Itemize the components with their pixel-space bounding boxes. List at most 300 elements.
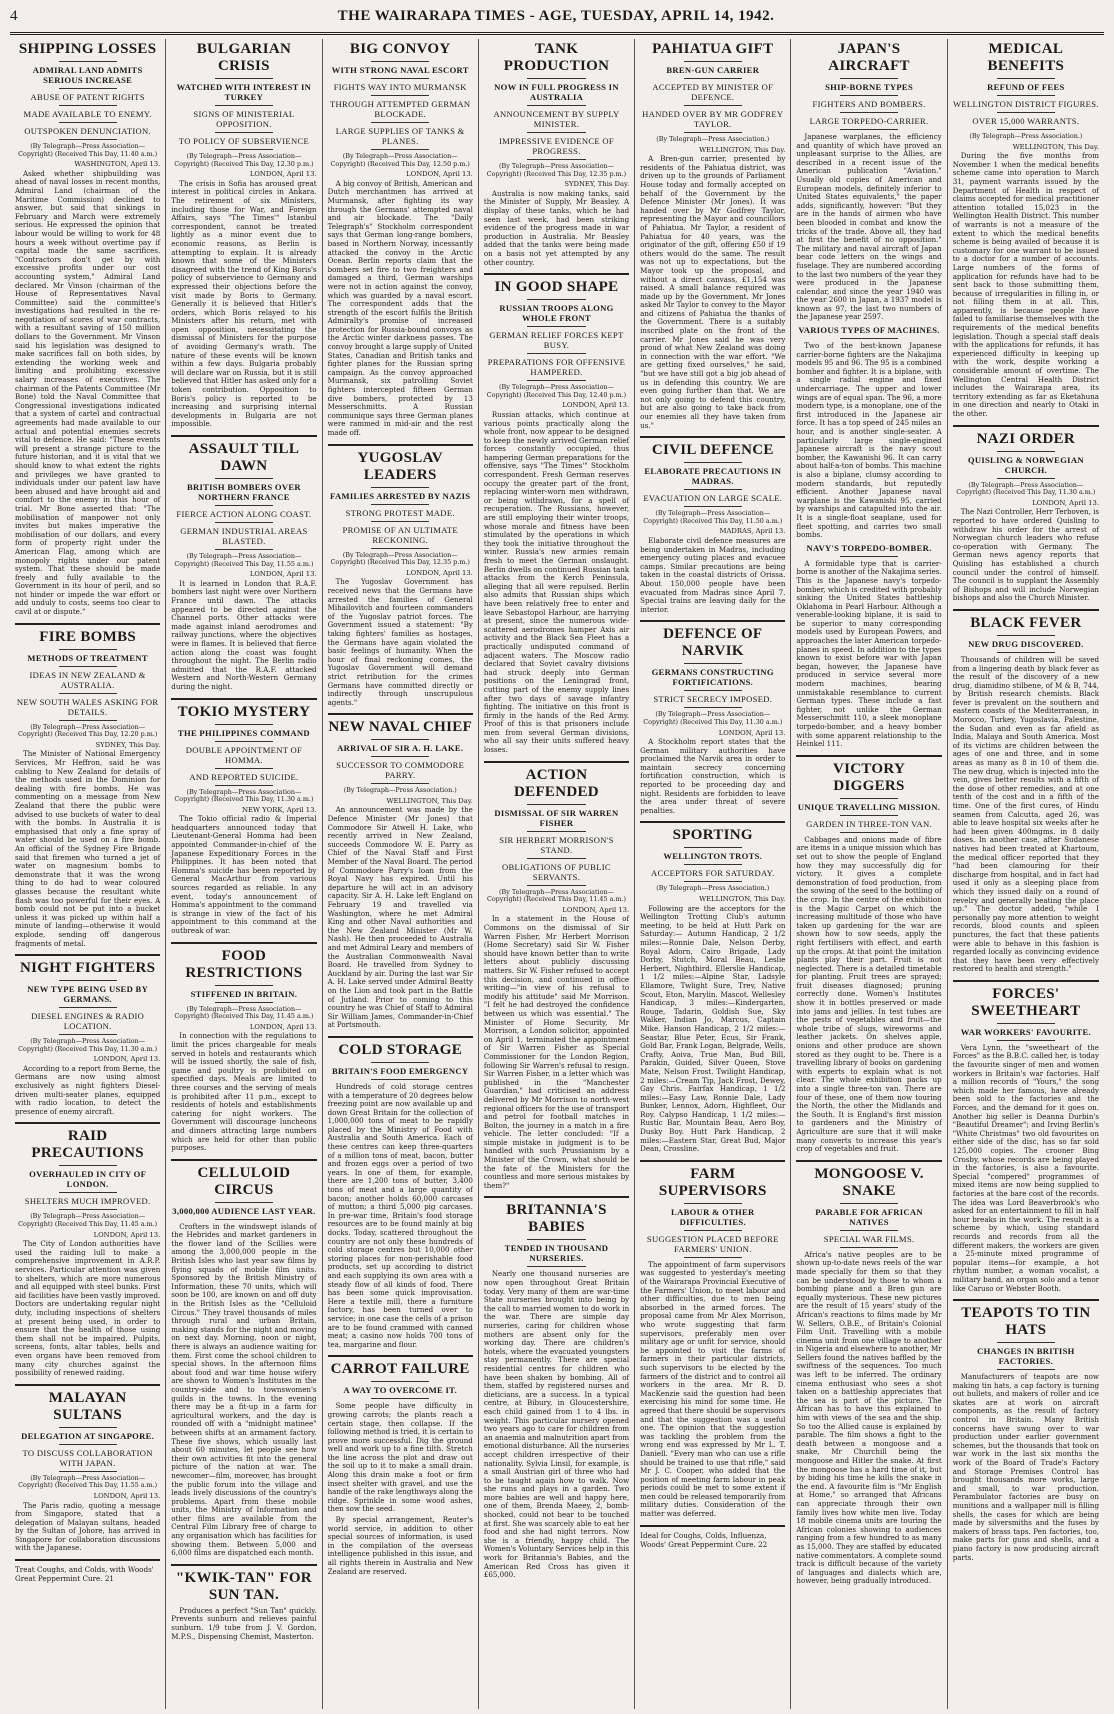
article <box>953 609 1099 974</box>
article-body: A formidable type that is carrier-borne is another of the Nakajima series. This is the Japanese navy's torpedo-bomber, which is credited with probably sinking the United States battleship Oklahoma in Pearl Harbour. Although a venerable-looking biplane, it is said to be superior to many corresponding models used by European Powers, and approaches the later American torpedo-planes in speed. In addition to the types known to exist before war with Japan began, however, the Japanese have produced in service several more modern machines, bearing unmistakable resemblance to current German types. These include a fast fighter, not unlike the German Messerschmitt 110, a sleek monoplane torpedo-bomber, and a heavy bomber with some apparent relationship to the Heinkel 111. <box>796 558 942 749</box>
subhead-rule <box>527 831 585 832</box>
subhead-rule <box>840 95 898 96</box>
subheadline: IDEAS IN NEW ZEALAND & AUSTRALIA. <box>29 669 146 690</box>
subhead-rule <box>371 95 429 96</box>
subheadline: WAR WORKERS' FAVOURITE. <box>960 1026 1091 1037</box>
article-body: Elaborate civil defence measures are being undertaken in Madras, including emergency outing places and evacuee camps. Similar precautions are being taken in the coastal districts of Orissa. About 150,000 people have been evacuated from Madras since April 7. Special trains are leaving daily for the interior. <box>640 535 786 614</box>
subhead-rule <box>684 690 742 691</box>
dateline: (By Telegraph—Press Association—Copyright) (Received This Day, 11.40 a.m.) <box>18 142 158 158</box>
subhead-rule <box>371 149 429 150</box>
page-number: 4 <box>10 8 18 24</box>
headline: SPORTING <box>672 827 753 844</box>
article-rule <box>171 1159 316 1161</box>
subhead-rule <box>840 798 898 799</box>
place-date: LONDON, April 13. <box>93 1491 161 1500</box>
dateline: (By Telegraph—Press Association—Copyright) (Received This Day, 11.30 a.m.) <box>174 787 314 804</box>
headline: ASSAULT TILL DAWN <box>188 441 300 474</box>
subheadline: WATCHED WITH INTEREST IN TURKEY <box>176 82 312 102</box>
place-date: NEW YORK, April 13. <box>242 805 317 814</box>
article <box>640 41 785 430</box>
dateline: (By Telegraph—Press Association—Copyright) (Received This Day, 11.55 a.m.) <box>174 552 314 568</box>
subhead-rule <box>684 78 742 79</box>
dateline: (By Telegraph—Press Association—Copyright) (Received This Day, 12.30 p.m.) <box>174 152 314 168</box>
headline: MONGOOSE V. SNAKE <box>814 1165 924 1199</box>
subheadline: UNIQUE TRAVELLING MISSION. <box>797 801 941 812</box>
article-body: Manufacturers of teapots are now making tin hats, a cap factory is turning out bullets, and makers of roller and ice skates are at work on aircraft components, as the result of factory control in Britain. Many British concerns have swung over to war production under earlier government schemes, but the thousands that took on war work in the last six months the work of the Board of Trade's Factory and Storage Premises Control has brought thousands more works, large and small, to war production. Perambulator factories are busy on munitions and a wallpaper mill is filling shells, the cases for which are being made by silversmiths and the fuses by makers of brass taps. Pen factories, too, make parts for guns and shells, and a piano factory is now producing aircraft parts. <box>952 1372 1099 1562</box>
subhead-rule <box>371 783 429 784</box>
subhead-rule <box>684 105 742 106</box>
article-body: It is learned in London that R.A.F. bombers last night were over Northern France until dawn. The attacks appeared to be directed against the Channel ports. Other attacks were made against inland aerodromes and railway junctions, where the objectives were in flames. It is believed that fierce action along the coast was fought throughout the night. The Berlin radio admitted that the R.A.F. attacked Western and North-Western Germany during the night. <box>171 578 317 691</box>
subhead-rule <box>684 847 742 848</box>
headline: FOOD RESTRICTIONS <box>185 947 303 981</box>
article-body: The Tokio official radio & Imperial headquarters announced today that Lieutenant-General Homma had been appointed Commander-in-chief of the Japanese Expeditionary Forces in the Philippines. It has been noted that Homma's suicide has been reported by General MacArthur from various sources regarded as reliable. In any event, today's announcement of Homma's appointment to the command is strange in view of the fact of his appointment to this command at the outbreak of war. <box>171 814 317 935</box>
article-rule <box>953 980 1099 982</box>
subhead-rule <box>684 506 742 507</box>
subheadline: SUCCESSOR TO COMMODORE PARRY. <box>336 760 465 781</box>
subheadline: LARGE SUPPLIES OF TANKS & PLANES. <box>335 126 465 146</box>
subheadline: ACCEPTORS FOR SATURDAY. <box>651 868 775 879</box>
subhead-rule <box>997 1023 1056 1024</box>
article-body: The Minister of National Emergency Services, Mr Heffron, said he was cabling to New Zealand for details of the methods used in the Dominion for dealing with fire bombs. He was commenting on a message from New Zealand that there the public were advised to use buckets of water to deal with the bombs. In Australia it is emphasised that only a fine spray of water should be used on a fire bomb. An official of the Sydney Fire Brigade said that firemen who turned a jet of water on magnesium bombs to demonstrate that it was the wrong thing to do had to wear coloured glasses because the resultant white flash was too powerful for their eyes. A bomb could not be put into a bucket unless it was picked up within half a minute of landing—otherwise it would explode, sending off dangerous fragments of metal. <box>15 749 161 948</box>
subheadline: SHELTERS MUCH IMPROVED. <box>24 1196 151 1207</box>
article <box>796 755 941 1154</box>
subhead-rule <box>59 1444 117 1445</box>
dateline: (By Telegraph—Press Association—Copyright) (Received This Day, 12.20 p.m.) <box>17 722 158 739</box>
subheadline: WITH STRONG NAVAL ESCORT <box>331 65 469 75</box>
subheadline: SUGGESTION PLACED BEFORE FARMERS' UNION. <box>646 1233 779 1254</box>
place-date: WELLINGTON, This Day. <box>386 796 473 805</box>
article <box>328 1355 473 1514</box>
dateline: (By Telegraph—Press Association—Copyright) (Received This Day, 11.55 a.m.) <box>18 1473 158 1490</box>
headline: BLACK FEVER <box>970 614 1082 631</box>
subheadline: PARABLE FOR AFRICAN NATIVES <box>815 1206 923 1227</box>
subhead-rule <box>215 741 273 742</box>
subheadline: WELLINGTON TROTS. <box>663 851 763 862</box>
subhead-rule <box>371 548 429 549</box>
headline: TOKIO MYSTERY <box>177 703 311 720</box>
article-body: The Yugoslav Government has received news that the Germans have arrested the families of General Mihailovitch and fourteen commanders of the Yugoslav patriot forces. The Government issued a statement: "By taking fighters' families as hostages, the Germans have again violated the basic feelings of humanity. When the hour of final reckoning comes, the Yugoslav Government will demand strict retribution for the crimes Germans have committed directly or indirectly through unscrupulous agents." <box>327 577 473 707</box>
subheadline: DELEGATION AT SINGAPORE. <box>21 1430 155 1441</box>
headline: NEW NAVAL CHIEF <box>328 719 473 736</box>
subheadline: EVACUATION ON LARGE SCALE. <box>643 493 783 504</box>
dateline: (By Telegraph—Press Association.) <box>343 786 457 795</box>
ad-rule <box>15 1559 160 1561</box>
subheadline: REFUND OF FEES <box>987 82 1065 92</box>
article-rule <box>640 620 785 622</box>
dateline: (By Telegraph—Press Association.) <box>969 132 1083 140</box>
dateline: (By Telegraph—Press Association—Copyright) (Received This Day, 11.30 a.m.) <box>18 1037 158 1053</box>
subhead-rule <box>371 756 429 757</box>
article <box>15 1384 160 1553</box>
article-rule <box>640 821 785 823</box>
subheadline: DISMISSAL OF SIR WARREN FISHER <box>494 807 619 828</box>
article <box>796 325 941 540</box>
article-body: A Bren-gun carrier, presented by residents of the Pahiatua district, was driven up to the grounds of Parliament House today and formally accepted on behalf of the Government by the Defence Minister (Mr Jones). It was handed over by Mr Godfrey Taylor, representing the Mayor and councillors of Pahiatua. Mr Taylor, a resident of Pahiatua for 40 years, was the originator of the gift, offering £50 if 19 others would do the same. The result was not up to expectations, but the Mayor took up the proposal, and without a direct canvass, £1,154 was raised. A small balance required was made up by the Government. Mr Jones asked Mr Taylor to convey to the Mayor and citizens of Pahiatua the thanks of the Government. There is a suitably inscribed plate on the front of the carrier. Mr Jones said he was very proud of what New Zealand was doing in connection with the war effort. "We are getting fixed ourselves," he said, "but we have still got a big job ahead of us in defending this country. We are even going further than that. We are not only going to defend this country, but are also going to take back from our enemies all they have taken from us." <box>640 154 786 430</box>
subhead-rule <box>840 556 898 557</box>
place-date: WELLINGTON, This Day. <box>699 145 786 154</box>
column-1 <box>10 39 166 1709</box>
article-body: During the five months from November 1 when the medical benefits scheme came into operation to March 31, payment warrants issued by the Department of Health in respect of claims accepted for medical practitioner attention totalled 15,023 in the Wellington Health District. This number of warrants is not a measure of the extent to which the medical benefits scheme is being availed of because it is customary for one warrant to be issued to a doctor for a number of accounts. Large numbers of the forms of application for refunds have had to be sent back to those submitting them, because of irregularities in filling in, or not filling them in at all. This, apparently, is because people have failed to familiarise themselves with the requirements of the medical benefits legislation. Though a special staff deals with the applications for refunds, it has experienced difficulty in keeping up with the work, despite working a considerable amount of overtime. The Wellington Central Health District includes the Wairarapa area, its territory extending as far as Eketahuna in one direction and nearly to Otaki in the other. <box>952 151 1099 418</box>
subheadline: FIGHTS WAY INTO MURMANSK <box>333 82 467 92</box>
article <box>953 41 1099 419</box>
dateline: (By Telegraph—Press Association.) <box>656 884 770 893</box>
dateline: (By Telegraph—Press Association—Copyright) (Received This Day, 11.50 a.m.) <box>643 509 783 525</box>
article-body: Africa's native peoples are to be shown up-to-date news reels of the war made specially for them so that they can be understood by those to whom a bombing plane and a Bren gun are equally mysterious. These new pictures are the result of 15 years' study of the African's reactions to films made by Mr W. Sellers, O.B.E., of Britain's Colonial Film Unit. Travelling with a mobile cinema unit from one village to another in Nigeria and elsewhere to another, Mr Sellers found the natives baffled by the swiftness of the sequences. Too much was left to be inferred. The ordinary cinema enthusiast who sees a shot taken on a battleship appreciates that the sea is part of the picture. The African has to have this explained to him with views of the sea and the ship. So too the Allied cause is explained by parable. The film shows a fight to the death between a mongoose and a snake, Mr Churchill being the mongoose and Hitler the snake. At first the mongoose has a hard time of it, but by biding his time he kills the snake in the end. A favourite film is "Mr English at Home," so arranged that Africans can appreciate through their own family lives how white men live. Today 18 mobile cinema units are touring the African colonies showing to audiences ranging from a few hundred to as many as 15,000. They are staffed by educated native commentators. A complete sound track is difficult because of the variety of languages and dialects which are, however, being gradually introduced. <box>796 1249 942 1586</box>
subhead-rule <box>527 804 585 805</box>
subhead-rule <box>684 663 742 664</box>
subhead-rule <box>840 1247 898 1248</box>
subhead-rule <box>997 1040 1056 1041</box>
subhead-rule <box>684 881 742 882</box>
subhead-rule <box>215 132 273 133</box>
dateline: (By Telegraph—Press Association—Copyright) (Received This Day, 12.35 p.m.) <box>330 550 470 567</box>
headline: CIVIL DEFENCE <box>651 442 774 459</box>
subheadline: BREN-GUN CARRIER <box>666 65 760 75</box>
subheadline: GERMAN RELIEF FORCES KEPT BUSY. <box>489 330 624 351</box>
article <box>171 698 316 936</box>
article <box>171 942 316 1153</box>
subhead-rule <box>59 1209 117 1210</box>
subhead-rule <box>527 326 585 327</box>
masthead-title: THE WAIRARAPA TIMES - AGE, TUESDAY, APRIL 14, 1942. <box>337 8 775 24</box>
subhead-rule <box>997 478 1056 479</box>
article-rule <box>796 1160 941 1162</box>
article <box>15 41 160 617</box>
subhead-rule <box>840 1203 898 1204</box>
article-body: Some people have difficulty in growing carrots; the plants reach a certain stage, then collapse. If the following method is tried, it is certain to prove more successful. Dig the ground well and work up to a fine tilth. Stretch the line across the plot and draw out the soil up to it to make a small drain. Along this drain make a foot or firm insect shelter with gravel, and use the handle of the rake lengthways along the ridge. Sprinkle in some wood ashes, then sow the seed. <box>327 1401 473 1514</box>
subheadline: STRICT SECRECY IMPOSED. <box>653 694 773 705</box>
subhead-rule <box>215 78 273 79</box>
article-body: Asked whether shipbuilding was ahead of naval losses in recent months, Admiral Land (chairman of the Maritime Commission) declined to answer, but said that sinkings in February and March were extremely serious. He expressed the opinion that labour would be willing to work for 48 hours a week without overtime pay if capital made the same sacrifices. "Contractors don't get by with excessive profits under our cost accounting system," Admiral Land declared. Mr Vinson (chairman of the House of Representatives Naval Committee) said the committee's investigations had resulted in the re-negotiation of scores of war contracts, with a resultant saving of 150 million dollars to the Government. Mr Vinson said his legislation was designed to make sacrifices fall on both sides, by extending the working week and limiting and prohibiting excessive salary increases of executives. The chairman of the Patents Committee (Mr Bone) told the Naval Committee that Congressional investigations indicated that a system of cartel and contractual agreements had made available to our actual and potential enemies secrets vital to defence. He said: "These events will present a strange picture to the future historian, and it is vital that we should know to what extent the rights and privileges we have granted to individuals under our patent law have been abused and have brought aid and comfort to the enemy in this hour of trial. Mr Bone asserted that: "The mobilisation of manpower not only invites but makes imperative the mobilisation of our dollars, and every form of property right under the American Flag, among which are monopoly rights under our patent system. That these should be made freely and fully available to the Government in its hour of peril, and so not hinder or impede the war effort or add unduly to costs, seems too clear to cavil at or dispute." <box>15 168 161 617</box>
subhead-rule <box>59 649 117 650</box>
subheadline: SPECIAL WAR FILMS. <box>823 1233 915 1244</box>
subhead-rule <box>684 1257 742 1258</box>
subhead-rule <box>997 1342 1056 1343</box>
dateline: (By Telegraph—Press Association.) <box>656 135 770 143</box>
subhead-rule <box>59 666 117 667</box>
article-body: Japanese warplanes, the efficiency and quantity of which have proved an unpleasant surprise to the Allies, are described in a recent issue of the American publication "Aviation." Usually old copies of American and European models, definitely inferior to United States equivalents," the paper adds, significantly, however: "But they are in the hands of airmen who have been blooded in combat and know the tricks of the trade. Above all, they had at first the benefit of no opposition." The military and naval aircraft of Japan bear code letters on the wings and fuselage. They are numbered according to the last two numbers of the year they were produced in the Japanese calendar, and since the year 1940 was the year 2600 in Japan, a 1937 model is known as 97, the last two numbers of the Japanese year 2597. <box>796 132 942 322</box>
article-rule <box>171 942 316 944</box>
subhead-rule <box>840 129 898 130</box>
subheadline: GERMANS CONSTRUCTING FORTIFICATIONS. <box>651 667 774 688</box>
subhead-rule <box>527 353 585 354</box>
subheadline: OUTSPOKEN DENUNCIATION. <box>24 126 151 136</box>
article <box>640 620 785 815</box>
headline: PAHIATUA GIFT <box>652 41 774 57</box>
subhead-rule <box>997 1369 1056 1370</box>
subhead-rule <box>371 61 429 62</box>
subheadline: THE PHILIPPINES COMMAND <box>177 727 310 738</box>
column-2 <box>166 39 322 1709</box>
article <box>953 980 1099 1293</box>
subhead-rule <box>215 522 273 523</box>
subheadline: GARDEN IN THREE-TON VAN. <box>806 818 933 829</box>
article-body: By special arrangement, Reuter's world service, in addition to other special sources of information, is used in the compilation of the overseas intelligence published in this issue, and all rights therein in Australia and New Zealand are reserved. <box>327 1515 473 1576</box>
subhead-rule <box>997 112 1056 113</box>
subhead-rule <box>371 1398 429 1399</box>
subhead-rule <box>59 1034 117 1035</box>
subheadline: ELABORATE PRECAUTIONS IN MADRAS. <box>644 466 782 487</box>
headline: ACTION DEFENDED <box>514 766 599 800</box>
subhead-rule <box>997 652 1056 653</box>
subheadline: SIGNS OF MINISTERIAL OPPOSITION. <box>193 109 295 129</box>
article-rule <box>953 425 1099 427</box>
subhead-rule <box>215 768 273 769</box>
subheadline: ABUSE OF PATENT RIGHTS <box>30 92 145 102</box>
article-body: The Nazi Controller, Herr Terboven, is reported to have ordered Quisling to withdraw his order for the arrest of Norwegian church leaders who refuse co-operation with Germany. The German news agency reports that Quisling has established a church council under the control of himself. The council is to supplant the Assembly of Bishops and will include Norwegian bishops and also the Church Minister. <box>952 507 1099 603</box>
subhead-rule <box>215 1202 273 1203</box>
subheadline: TENDED IN THOUSAND NURSERIES. <box>504 1243 609 1264</box>
headline: CARROT FAILURE <box>330 1361 470 1378</box>
place-date: LONDON, April 13. <box>249 1022 317 1031</box>
article <box>953 1299 1099 1562</box>
place-date: LONDON, April 13. <box>562 905 630 914</box>
subheadline: BRITAIN'S FOOD EMERGENCY <box>331 1065 469 1076</box>
subheadline: STRONG PROTEST MADE. <box>345 507 455 518</box>
article-body: Australia is now making tanks, said the Minister of Supply, Mr Beasley. A display of these tanks, which he had seen last week, had been striking evidence of the progress made in war production in Australia. Mr Beasley added that the tanks were being made on a basis not yet attempted by any other country. <box>483 188 630 267</box>
column-4 <box>479 39 635 1709</box>
subhead-rule <box>527 299 585 300</box>
article-body: A big convoy of British, American and Dutch merchantmen has arrived at Murmansk, after fighting its way through the Germans' attempted naval and air blockade. The "Daily Telegraph's" Stockholm correspondent says that German long-range bombers, based in Northern Norway, incessantly attacked the convoy in the Arctic Ocean. Berlin reports claim that the bombers set fire to two freighters and damaged a third, German warships were not in action against the convoy, which was guarded by a naval escort. The correspondent adds that the strength of the escort fulfils the British Admiralty's promise of increased protection for Russia-bound convoys as the Arctic winter darkness passes. The convoy brought a large supply of United States, Canadian and British tanks and fighter planes for the Russian spring campaign. As the convoy approached Murmansk, six patrolling Soviet fighters intercepted fifteen German dive bombers, protected by 13 Messerschmitts. A Russian communique says three German planes were rammed in mid-air and the rest made off. <box>327 178 473 437</box>
subhead-rule <box>59 105 117 106</box>
place-date: LONDON, April 13. <box>93 1055 161 1064</box>
column-7 <box>948 39 1104 1709</box>
subhead-rule <box>59 122 117 123</box>
subheadline: LARGE TORPEDO-CARRIER. <box>809 116 929 126</box>
subheadline: NEW TYPE BEING USED BY GERMANS. <box>27 984 149 1005</box>
subhead-rule <box>684 489 742 490</box>
subheadline: WELLINGTON DISTRICT FIGURES. <box>952 99 1099 109</box>
headline: YUGOSLAV LEADERS <box>357 449 443 483</box>
subheadline: OVERHAULED IN CITY OF LONDON. <box>29 1169 147 1190</box>
article-rule <box>328 1036 473 1038</box>
subheadline: TO DISCUSS COLLABORATION WITH JAPAN. <box>22 1447 153 1468</box>
subhead-rule <box>59 980 117 981</box>
article <box>171 1564 316 1641</box>
subhead-rule <box>527 159 585 160</box>
article-rule <box>484 761 629 763</box>
headline: COLD STORAGE <box>338 1041 463 1058</box>
headline: "KWIK-TAN" FOR SUN TAN. <box>175 1569 312 1603</box>
article-body: The crisis in Sofia has aroused great interest in political circles in Ankara. The retirement of six Ministers, including those for War, and Foreign Affairs, says "The Times'" Istanbul correspondent, cannot be treated lightly as a minor event due to economic reasons, as Berlin is attempting to explain. It is already known that some of the Ministers disagreed with the trend of King Boris's policy of subservience to Germany and expressed their objections before the visit made by Boris to Germany. Generally it is believed that Hitler's orders, which Boris relayed to his Ministers after his return, met with open opposition, necessitating the dismissal of Ministers for the purpose of avoiding Germany's wrath. The nature of these events will be known within a few days. Bulgaria probably will declare war on Russia, but it is still believed that Hitler has asked only for a token contribution. Opposition to Boris's policy is reported to be increasing and surprising internal developments in Bulgaria are not impossible. <box>171 178 317 429</box>
subheadline: AND REPORTED SUICIDE. <box>189 771 299 782</box>
dateline: (By Telegraph—Press Association—Copyright) (Received This Day, 12.35 p.m.) <box>486 162 627 178</box>
article-body: The Paris radio, quoting a message from Singapore, stated that a delegation of Malayan sultans, headed by the Sultan of Johore, has arrived in Singapore for collaboration discussions with the Japanese. <box>15 1500 161 1553</box>
headline: SHIPPING LOSSES <box>18 41 157 57</box>
subhead-rule <box>371 1079 429 1080</box>
article <box>328 1516 473 1576</box>
article-body: A Stockholm report states that the German military authorities have proclaimed the Narvik area in order to maintain secrecy concerning fortification construction, which is reported to be proceeding day and night. Residents are forbidden to leave the area under threat of severe penalties. <box>640 737 786 815</box>
headline: FARM SUPERVISORS <box>658 1165 767 1199</box>
article-body: Nearly one thousand nurseries are now open throughout Great Britain today. Very many of them are war-time State nurseries brought into being by the call to married women to do work in the war. There are simple day nurseries, caring for children whose mothers are absent only for the working day. There are children's hotels, where the evacuated youngsters stay permanently. There are special residential centres for children who have been shaken by bombing. All of them, staffed by registered nurses and dieticians, are a success. In a typical centre, at Bibury, in Gloucestershire, each child gained from 1 to 4 lbs. in weight. This particular nursery opened two years ago to care for children from an anaemia and malnutrition apart from emotional disturbance. All the nurseries accept children irrespective of their nationality. Sylvia Linsil, for example, is a small Austrian girl of three who had to be taught again how to walk. Now she runs and plays in a garden. Two more babies are well and happy here, one of them, Brenda Maeey, 2, bomb-shocked, could not bear to be touched at first. She was scarcely able to eat her food and she had night terrors. Now she is a friendly, happy child. The Women's Voluntary Services help in this work for Britannia's Babies, and the American Red Cross has given it £65,000. <box>483 1269 630 1580</box>
subhead-rule <box>371 504 429 505</box>
article <box>171 41 316 429</box>
subhead-rule <box>997 451 1056 452</box>
subhead-rule <box>527 1239 585 1240</box>
place-date: LONDON, April 13. <box>1032 498 1099 507</box>
article-rule <box>484 1196 629 1198</box>
subheadline: RUSSIAN TROOPS ALONG WHOLE FRONT <box>499 303 614 324</box>
headline: RAID PRECAUTIONS <box>31 1128 144 1162</box>
subhead-rule <box>527 105 585 106</box>
article-body: In a statement in the House of Commons on the dismissal of Sir Warren Fisher, Mr Herbert Morrison (Home Secretary) said Sir W. Fisher should have known better than to write letters about publicly discussing matters. Sir W. Fisher refused to accept this decision, and continued in office writing—"in view of his refusal to modify his attitude" said Mr Morrison. "I felt he had destroyed the confidence between us which was essential." The Minister of Home Security, Mr Morrison, a London solicitor, appointed on April 1, terminated the appointment of Sir Warren Fisher as Special Commissioner for the London Region, following Sir Warren's refusal to resign. Sir Warren Fisher, in a letter which was published in the "Manchester Guardian," had criticised an address delivered by Mr Morrison to north-west regional officers for the use of transport and petrol for football matches in Bolton, the journey in a match in a fire vehicle. The letter concluded: "If a simple mistake in judgment is to be handled with such Prussianism by a Minister of the Crown, what should be the fate of the Ministers for the countless and more serious mistakes by them?" <box>483 914 630 1190</box>
subhead-rule <box>684 61 742 62</box>
dateline: (By Telegraph—Press Association—Copyright) (Received This Day, 11.30 a.m.) <box>643 710 783 726</box>
subhead-rule <box>684 864 742 865</box>
subheadline: FIERCE ACTION ALONG COAST. <box>176 509 312 519</box>
article-rule <box>15 1122 160 1124</box>
subhead-rule <box>371 122 429 123</box>
article <box>328 1036 473 1349</box>
subhead-rule <box>215 549 273 550</box>
subhead-rule <box>371 1062 429 1063</box>
subhead-rule <box>527 132 585 133</box>
subhead-rule <box>840 78 898 79</box>
article-rule <box>171 698 316 700</box>
subhead-rule <box>371 521 429 522</box>
subheadline: METHODS OF TREATMENT <box>27 652 148 663</box>
dateline: (By Telegraph—Press Association—Copyright) (Received This Day, 12.50 p.m.) <box>330 152 470 168</box>
subhead-rule <box>59 139 117 140</box>
subheadline: FAMILIES ARRESTED BY NAZIS <box>330 490 471 501</box>
subhead-rule <box>215 785 273 786</box>
place-date: SYDNEY, This Day. <box>95 740 161 749</box>
article <box>484 761 629 1191</box>
subheadline: NOW IN FULL PROGRESS IN AUSTRALIA <box>494 82 619 102</box>
subhead-rule <box>997 95 1056 96</box>
subhead-rule <box>371 78 429 79</box>
article-rule <box>171 435 316 437</box>
subhead-rule <box>215 505 273 506</box>
place-date: WELLINGTON, This Day. <box>699 895 786 904</box>
subheadline: SHIP-BORNE TYPES <box>825 82 914 92</box>
place-date: WASHINGTON, April 13. <box>74 160 161 169</box>
place-date: MADRAS, April 13. <box>719 527 786 536</box>
article <box>15 954 160 1116</box>
place-date: LONDON, April 13. <box>406 568 473 577</box>
subheadline: ANNOUNCEMENT BY SUPPLY MINISTER. <box>493 109 620 129</box>
subheadline: DOUBLE APPOINTMENT OF HOMMA. <box>185 744 303 765</box>
subhead-rule <box>840 832 898 833</box>
subhead-rule <box>371 487 429 488</box>
article <box>796 1160 941 1586</box>
subhead-rule <box>215 724 273 725</box>
subhead-rule <box>59 1471 117 1472</box>
subheadline: OBLIGATIONS OF PUBLIC SERVANTS. <box>502 861 611 882</box>
subhead-rule <box>840 338 898 339</box>
headline: NAZI ORDER <box>976 430 1076 447</box>
subheadline: IMPRESSIVE EVIDENCE OF PROGRESS. <box>499 136 614 156</box>
subhead-rule <box>59 1007 117 1008</box>
subheadline: NEW DRUG DISCOVERED. <box>968 638 1084 649</box>
masthead-rule <box>10 32 1104 35</box>
article-body: Thousands of children will be saved from a lingering death by black fever as the result of the discovery of a new drug, diamidino stilbene, of M & B, 744, by British research chemists. Black fever is prevalent on the southern and eastern coasts of the Mediterranean, in Morocco, Turkey, Yugoslavia, Palestine, the Sudan and even as far afield as India, Malaya and South America. Most of its victims are children between the ages of one and three, and in some areas as many as 8 in 10 of them die. The new drug, which is injected into the vein, gives better results with a fifth of the dose of other remedies, and at one tenth of the cost and in a fifth of the time. One of the first cures, of Hindu seamen from Calcutta, aged 26, was able to leave hospital six weeks after he had been given 400mgms. in 8 daily doses. In another case, after Sudanese natives had been treated at Khartoum, the medical officer reported that they "had been clamouring for their discharge from hospital, and in fact had used it only as a sleeping place from which they issued daily on a round of revelry and generally beating the place up." The doctor added, "while I personally pay more attention to weight records, blood counts and spleen punctures, the fact that these patients were able to behave in this fashion is regarded locally as convincing evidence that they have been very effectively restored to health and strength." <box>952 654 1099 974</box>
subheadline: THROUGH ATTEMPTED GERMAN BLOCKADE. <box>330 99 471 119</box>
article-rule <box>15 954 160 956</box>
dateline: (By Telegraph—Press Association—Copyright) (Received This Day, 11.45 a.m.) <box>486 887 627 904</box>
article <box>796 41 941 322</box>
place-date: LONDON, April 13. <box>249 170 317 179</box>
headline: BRITANNIA'S BABIES <box>506 1202 607 1236</box>
subhead-rule <box>527 885 585 886</box>
subheadline: NEW SOUTH WALES ASKING FOR DETAILS. <box>16 696 159 717</box>
subhead-rule <box>215 478 273 479</box>
article-rule <box>328 1355 473 1357</box>
subheadline: SIR HERBERT MORRISON'S STAND. <box>499 834 614 855</box>
article <box>328 41 473 438</box>
article-body: The City of London authorities have used the raiding lull to make a comprehensive improvement in A.R.P. services. Particular attention was given to shelters, which are more numerous and all equipped with steel bunks. First aid facilities have been vastly improved. Doctors are undertaking regular night duty, including inspections of shelters at present being used, in order to ensure that the health of those using them shall not be impaired. Pulpits, screens, fonts, altar tables, bells and even organs have been removed from many city churches against the possibility of renewed raiding. <box>15 1239 161 1378</box>
place-date: LONDON, April 13. <box>93 1230 161 1239</box>
subhead-rule <box>684 132 742 133</box>
subhead-rule <box>840 815 898 816</box>
subhead-rule <box>215 1219 273 1220</box>
subhead-rule <box>215 1002 273 1003</box>
headline: BIG CONVOY <box>349 41 451 57</box>
article <box>484 41 629 267</box>
subheadline: NAVY'S TORPEDO-BOMBER. <box>806 542 932 553</box>
article-rule <box>15 1384 160 1386</box>
article-body: Vera Lynn, the "sweetheart of the Forces" as the B.B.C. called her, is today the favourite singer of men and women workers in Britain's war factories. Half a million records of "Yours," the song which made her famous, have already been sold to the factories and the Forces, and the demand for it goes on. Another big seller is Deanna Durbin's "Beautiful Dreamer"; and Irving Berlin's "White Christmas" two old favourites on either side of the disc, has so far sold 125,000 copies. The crooner Bing Crosby, whose records are being played in the factories, is also a favourite. Special "compered" programmes of mixed items are now being supplied to factories at the bare cost of the records. The idea was Lord Beaverbrook's who asked for an entertainment to fill in half hour breaks in the work. The result is a scheme by which, using standard records and records from all the different makers, the workers are given a 25-minute mixed programme of popular items—for example, a hot rhythm number, a woman vocalist, a military band, an organ solo and a tenor like Caruso or Webster Booth. <box>952 1042 1099 1293</box>
subheadline: 3,000,000 AUDIENCE LAST YEAR. <box>172 1205 316 1216</box>
subheadline: BRITISH BOMBERS OVER NORTHERN FRANCE <box>186 482 301 502</box>
subhead-rule <box>59 61 117 62</box>
article-body: An announcement was made by the Defence Minister (Mr Jones) that Commodore Sir Atwell H. Lake, who recently arrived in New Zealand, succeeds Commodore W. E. Parry as Chief of the Naval Staff and First Member of the Naval Board. The period of Commodore Parry's loan from the Royal Navy has expired. Until his departure he will act in an advisory capacity. Sir A. H. Lake left England on February 19 and travelled via Washington, where he met Admiral King and other Naval authorities and the New Zealand Minister (Mr W. Nash). He then proceeded to Australia and met Admiral Leary and members of the Australian Commonwealth Naval Board. He travelled from Sydney to Auckland by air. During the last war Sir A. H. Lake served under Admiral Beatty on the Lion and took part in the Battle of Jutland. Prior to coming to this country he was Chief of Staff to Admiral Sir William James, Commander-in-Chief at Portsmouth. <box>327 805 473 1030</box>
headline: DEFENCE OF NARVIK <box>663 626 763 660</box>
article-rule <box>796 755 941 757</box>
subhead-rule <box>997 635 1056 636</box>
subhead-rule <box>215 105 273 106</box>
subheadline: FIGHTERS AND BOMBERS. <box>812 99 926 109</box>
subheadline: DIESEL ENGINES & RADIO LOCATION. <box>31 1011 145 1032</box>
masthead <box>10 8 1104 28</box>
subheadline: STIFFENED IN BRITAIN. <box>190 988 298 999</box>
subhead-rule <box>684 462 742 463</box>
article <box>484 1196 629 1579</box>
subhead-rule <box>59 720 117 721</box>
article-rule <box>953 609 1099 611</box>
article <box>171 435 316 692</box>
headline: IN GOOD SHAPE <box>494 279 619 296</box>
dateline: (By Telegraph—Press Association—Copyright) (Received This Day, 11.45 a.m.) <box>18 1212 158 1229</box>
subhead-rule <box>371 1381 429 1382</box>
dateline: (By Telegraph—Press Association—Copyright) (Received This Day, 11.45 a.m.) <box>174 1004 314 1021</box>
subheadline: GERMAN INDUSTRIAL AREAS BLASTED. <box>180 526 308 546</box>
column-5 <box>635 39 791 1709</box>
article <box>328 713 473 1030</box>
advertisement: Ideal for Coughs, Colds, Influenza, Woods' Great Peppermint Cure. 22 <box>640 1530 768 1549</box>
article-body: Following are the acceptors for the Wellington Trotting Club's autumn meeting, to be held at Hutt Park on Saturday:— Autumn Handicap, 2 1/2 miles:—Ronnie Dale, Nelson Derby, Royal Adorn, Cairo Brigade, Lady Dorby, Stutch, Moral Beau, Leslie Herbert, Nightbird. Ellerslie Handicap, 1 1/2 miles:—Alpine Star, Ladsyle Ellamore, Twlight Sure, Trev, Native Scout, Eton, Marylin. Mascot. Wellesley Handicap, 3 miles:—Kindergarten, Rouge, Tadarin, Goldish Sue, Sky Walker, Indian Jo, Marcus, Captain Mike. Hanson Handicap, 2 1/2 miles:—Seastar, Blue Peter, Ecus, Sir Frank, Gold Bar, Frank Logan, Belgrade, Wells, Crafty, Aoiva, True Man, Bud Bill, Parakin, Guided, Silver Queen, Stove Mate, Nelson Frost. Twilight Handicap, 2 miles:—Cream Tip, Jack Frost, Dewey, Gay Chris. Fairfax Handicap, 1 1/2 miles:—Easy Law, Ronnie Dale, Lady Bunker, Lennox, Adorn, Highfleet, Our Roy. Calypso Handicap, 1 1/2 miles:—Rustic Bar, Mountain Beau, Aero Boy, Dusky Boy. Hutt Park Handicap, 2 miles:—Eastern Star, Great Bud, Major Dean, Crossline. <box>640 903 786 1154</box>
subhead-rule <box>684 707 742 708</box>
article-body: Crofters in the windswept islands of the Hebrides and market gardeners in the flower land of the Scillies were among the 3,000,000 people in the British Isles who last year saw films by flying squads of mobile film units. Sponsored by the British Ministry of Information, these 70 units, which will soon be 100, are known on and off duty in the British Isles as the "Celluloid Circus." They travel thousands of miles through rural and urban Britain, making stands for the night and moving on next day. Morning, noon or night, there is always an audience waiting for them. First come the school children to special shows. In the afternoon films about food and war time house wifery are shown to Women's Institutes in the country-side and to townswomen's guilds in the towns. In the evening there may be a fit-up in a farm for agricultural workers, and the day is rounded off with a "midnight matinee" between shifts at an armament factory. These five shows, which usually last about 60 minutes, let people see how their own activities fit into the general picture of the nation at war. The newcomer—film, moreover, has brought the public forum into the village and leads lively discussions of the country's problems. Apart from these mobile units, the Ministry of Information and other films are available from the Central Film Library free of charge to any organisation which has facilities for showing them. Between 5,000 and 6,000 films are dispatched each month. <box>171 1221 317 1558</box>
subhead-rule <box>997 78 1056 79</box>
article-body: Produces a perfect "Sun Tan" quickly. Prevents sunburn and relieves painful sunburn. 1/9 tube from J. V. Gordon, M.P.S., Dispensing Chemist, Masterton. <box>171 1605 317 1641</box>
article-rule <box>953 1299 1099 1301</box>
subheadline: TO POLICY OF SUBSERVIENCE <box>178 136 310 146</box>
subhead-rule <box>371 739 429 740</box>
headline: TANK PRODUCTION <box>503 41 610 74</box>
article-body: Russian attacks, which continue at various points practically along the whole front, now appear to be designed to keep the newly arrived German relief forces constantly occupied, thus hampering German preparations for the offensive, says "The Times'" Stockholm correspondent. Fresh German reserves occupy the greater part of the front, replacing winter-worn men withdrawn, or being withdrawn, for a spell of recuperation. The Russians, however, are still employing their winter troops, whose morale and fitness have been stimulated by the operations in which they took the initiative throughout the winter. Russia's new armies remain fresh to meet the German onslaught. Berlin dwells on continued Russian tank attacks from the Kerch Peninsula, alleging that all were repulsed. Berlin also admits that Russian ships which have been relatively free to enter and leave Sebastopol Harbour, are harrying at present, since the numerous wide-scattered aerodromes hamper Axis air activity and the Black Sea Fleet has a practically undisputed command of adjacent waters. The Moscow radio declared that Soviet cavalry divisions had struck deeply into German positions on the Leningrad front, cutting part of the enemy supply lines after two days of savage infantry fighting. The initiative on this front is firmly in the hands of the Red Army. Proof of this is that prisoners include men from several German divisions, who all say their units suffered heavy losses. <box>483 409 630 755</box>
headline: MEDICAL BENEFITS <box>987 41 1065 74</box>
article-body: Cabbages and onions made of fibre are items in a unique mission which has set out to show the people of England how they may successfully dig for victory. It gives a complete demonstration of food production, from the sowing of the seed to the bottling of the crop. In the centre of the exhibition is the Magic Carpet on which the increasing multitude of those who have taken up gardening for the war are shown how to sow seeds, apply the right fertilisers with effect, and earth up the crops. At that point the imitation plants play their part. Fruit is not neglected. There is a detailed timetable for planting. Fruit trees are sprayed; fruit diseases diagnosed; pruning correctly done. Women's Institutes show it in bottles preserved or made into jams and jellies. In test tubes are the pests of vegetables and fruit—the whole tribe of slugs, wireworms and leather jackets. On shelves apple, onions and other produce are shown stored as they ought to be. There is a travelling library of books on gardening with experts to explain what is not clear. The whole exhibition packs up into a single three-ton van. There are four of these, one of them now touring the North, the other the Midlands and the South. It is England's first mission to gardeners and the Ministry of Agriculture are sure that it will make many converts to increase this year's crop of vegetables and fruit. <box>796 834 942 1154</box>
subhead-rule <box>684 1230 742 1231</box>
subhead-rule <box>59 1192 117 1193</box>
columns <box>10 39 1104 1709</box>
subhead-rule <box>527 78 585 79</box>
subhead-rule <box>215 985 273 986</box>
article-body: According to a report from Berne, the Germans are now using almost exclusively as night fighters Diesel-driven multi-seater planes, equipped with radio location, to detect the presence of enemy aircraft. <box>15 1063 161 1116</box>
subheadline: PROMISE OF AN ULTIMATE RECKONING. <box>342 524 458 545</box>
headline: TEAPOTS TO TIN HATS <box>961 1305 1091 1339</box>
